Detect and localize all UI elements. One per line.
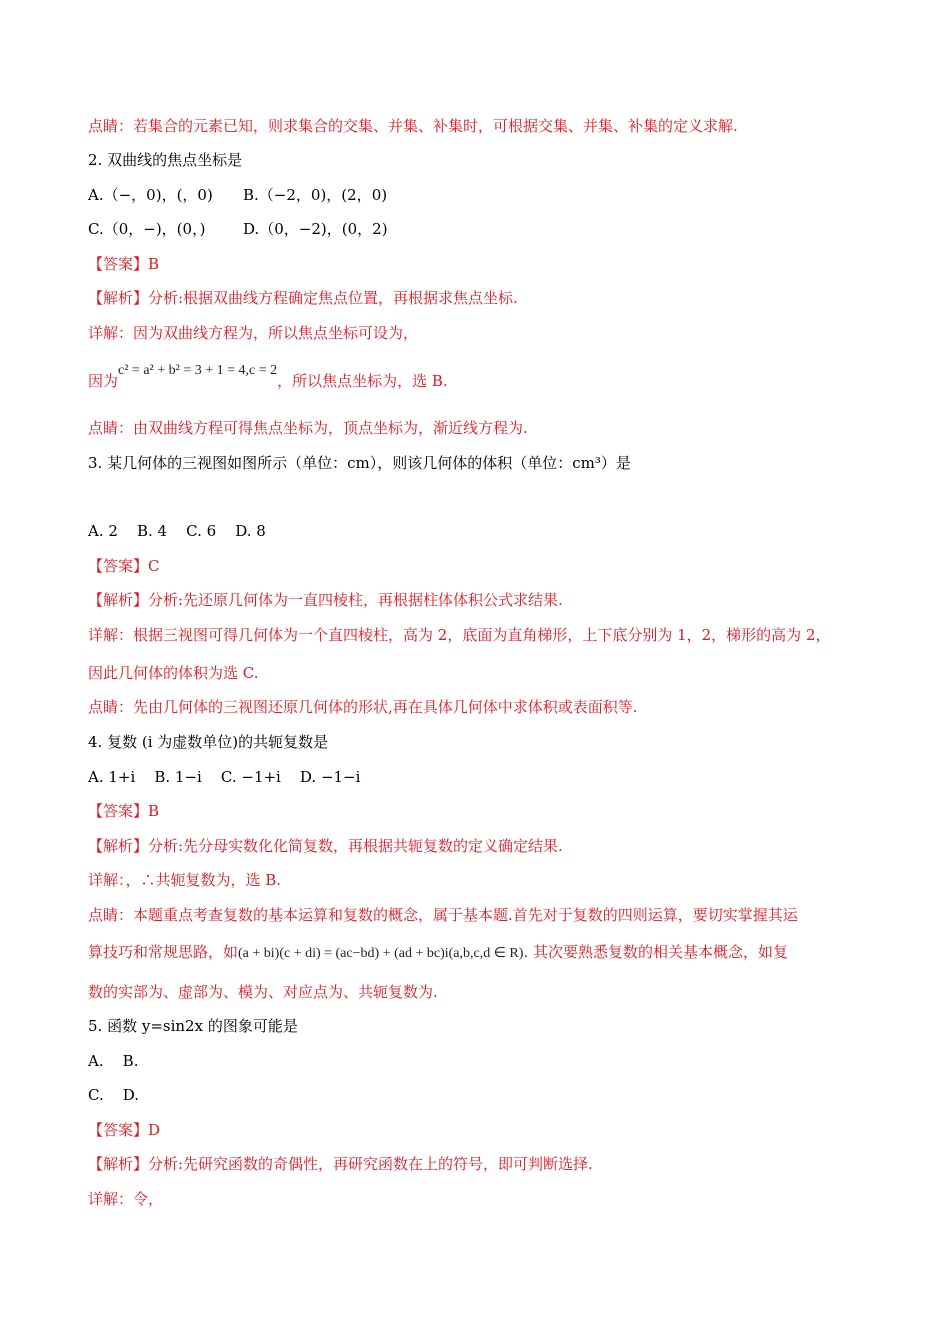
- q2-stem: 2. 双曲线的焦点坐标是: [88, 151, 243, 169]
- q4-tip-1: 点睛：本题重点考查复数的基本运算和复数的概念，属于基本题.首先对于复数的四则运算，要切实掌握其运: [88, 906, 798, 924]
- q4-stem: 4. 复数 (i 为虚数单位)的共轭复数是: [88, 733, 329, 751]
- q2-formula: c² = a² + b² = 3 + 1 = 4,c = 2: [118, 363, 278, 378]
- q3-analysis: 【解析】分析:先还原几何体为一直四棱柱，再根据柱体体积公式求结果.: [88, 591, 563, 609]
- q5-options-ab: A. B.: [88, 1052, 139, 1070]
- q2-answer: 【答案】B: [88, 255, 160, 273]
- q4-formula: (a + bi)(c + di) = (ac−bd) + (ad + bc)i(a,b,c,d ∈ R): [238, 946, 524, 961]
- q2-option-a: A.（−，0)，(，0): [88, 186, 213, 204]
- q2-detail-1: 详解：因为双曲线方程为，所以焦点坐标可设为，: [88, 324, 419, 342]
- q4-options: A. 1+i B. 1−i C. −1+i D. −1−i: [88, 768, 361, 786]
- q4-answer: 【答案】B: [88, 802, 160, 820]
- q3-tip: 点睛：先由几何体的三视图还原几何体的形状,再在具体几何体中求体积或表面积等.: [88, 698, 638, 716]
- q2-detail-2-pre: 因为: [88, 372, 119, 390]
- q5-detail: 详解：令，: [88, 1190, 164, 1208]
- q2-analysis: 【解析】分析:根据双曲线方程确定焦点位置，再根据求焦点坐标.: [88, 289, 518, 307]
- q3-stem: 3. 某几何体的三视图如图所示（单位：cm），则该几何体的体积（单位：cm³）是: [88, 454, 631, 472]
- q5-stem: 5. 函数 y=sin2x 的图象可能是: [88, 1017, 298, 1035]
- q2-options-cd: [88, 219, 890, 239]
- q2-options-ab: [88, 185, 890, 205]
- q4-tip-2: [88, 942, 890, 962]
- q5-analysis: 【解析】分析:先研究函数的奇偶性，再研究函数在上的符号，即可判断选择.: [88, 1155, 593, 1173]
- q5-answer: 【答案】D: [88, 1121, 161, 1139]
- q2-option-d: D.（0，−2)，(0，2): [243, 220, 388, 238]
- q2-tip: 点睛：由双曲线方程可得焦点坐标为，顶点坐标为，渐近线方程为.: [88, 419, 528, 437]
- q4-tip-2-pre: 算技巧和常规思路，如: [88, 943, 239, 961]
- q3-detail-2: 因此几何体的体积为选 C.: [88, 664, 259, 682]
- q1-tip: 点睛：若集合的元素已知，则求集合的交集、并集、补集时，可根据交集、并集、补集的定义求解.: [88, 117, 738, 135]
- q2-detail-2: [88, 363, 890, 391]
- q2-option-b: B.（−2，0)，(2，0): [243, 186, 388, 204]
- q4-detail: 详解：，∴共轭复数为，选 B.: [88, 871, 282, 889]
- q3-answer: 【答案】C: [88, 557, 160, 575]
- q2-option-c: C.（0，−)，(0，): [88, 220, 206, 238]
- q4-tip-3: 数的实部为、虚部为、模为、对应点为、共轭复数为.: [88, 983, 438, 1001]
- q4-analysis: 【解析】分析:先分母实数化化简复数，再根据共轭复数的定义确定结果.: [88, 837, 563, 855]
- q3-options: A. 2 B. 4 C. 6 D. 8: [88, 522, 266, 540]
- q4-tip-2-post: . 其次要熟悉复数的相关基本概念，如复: [523, 943, 788, 961]
- q3-detail-1: 详解：根据三视图可得几何体为一个直四棱柱，高为 2，底面为直角梯形，上下底分别为 1，2，梯形的高为 2，: [88, 626, 831, 644]
- q5-options-cd: C. D.: [88, 1086, 140, 1104]
- q2-detail-2-post: ，所以焦点坐标为，选 B.: [277, 372, 448, 390]
